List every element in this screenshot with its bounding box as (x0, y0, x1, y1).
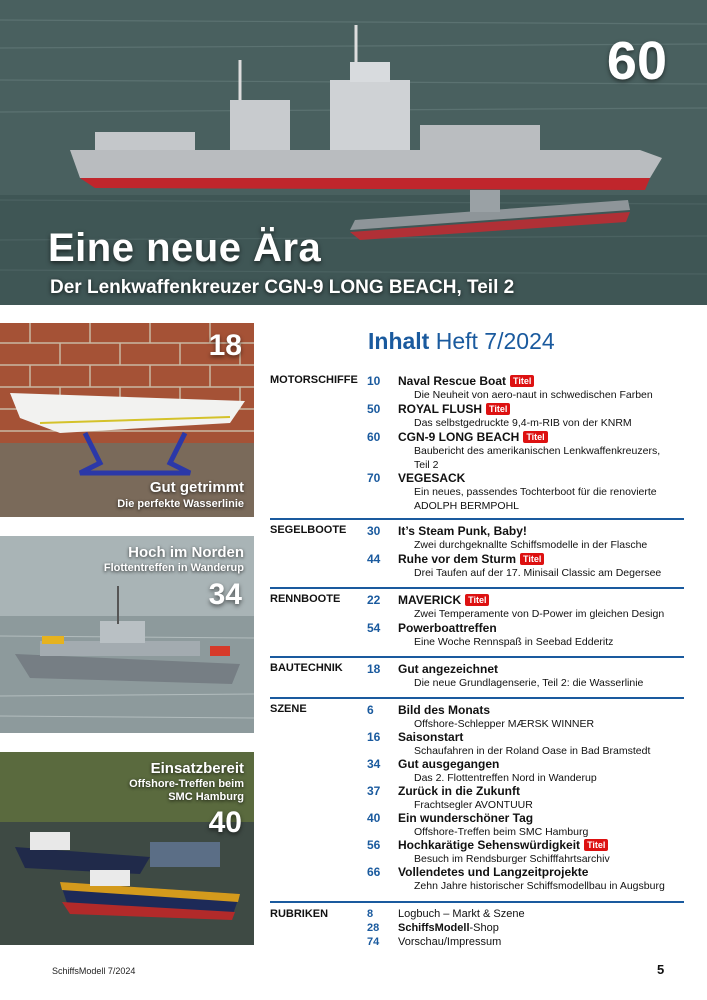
entry-page: 40 (367, 811, 381, 825)
section-name: MOTORSCHIFFE (270, 374, 358, 386)
section-name: SEGELBOOTE (270, 524, 347, 536)
entry-description: Offshore-Treffen beim SMC Hamburg (414, 826, 589, 838)
entry-title: Powerboattreffen (398, 621, 497, 635)
feature-subtitle: Die perfekte Wasserlinie (117, 498, 244, 510)
entry-title: CGN-9 LONG BEACH Titel (398, 430, 548, 444)
entry-page: 50 (367, 402, 381, 416)
toc-heading (368, 328, 555, 355)
entry-description: Schaufahren in der Roland Oase in Bad Bramstedt (414, 745, 651, 757)
entry-page: 28 (367, 922, 380, 934)
entry-title: Ein wunderschöner Tag (398, 811, 534, 825)
entry-description: Zwei durchgeknallte Schiffsmodelle in der Flasche (414, 539, 648, 551)
entry-description: Drei Taufen auf der 17. Minisail Classic am Degersee (414, 567, 662, 579)
side-feature-3 (0, 752, 254, 945)
feature-page-number: 34 (208, 578, 242, 611)
entry-title: It’s Steam Punk, Baby! (398, 524, 527, 538)
section-name: RUBRIKEN (270, 908, 329, 920)
titel-badge: Titel (520, 553, 544, 565)
entry-title: Saisonstart (398, 730, 464, 744)
entry-page: 22 (367, 593, 381, 607)
entry-title: Gut ausgegangen (398, 757, 500, 771)
entry-description: Zehn Jahre historischer Schiffsmodellbau in Augsburg (414, 880, 665, 892)
entry-page: 37 (367, 784, 381, 798)
entry-page: 60 (367, 430, 381, 444)
titel-badge: Titel (486, 403, 510, 415)
feature-subtitle: Flottentreffen in Wanderup (103, 562, 244, 574)
entry-page: 18 (367, 662, 381, 676)
feature-title: Hoch im Norden (128, 544, 244, 561)
toc-section-szene (270, 703, 684, 898)
entry-description: Die neue Grundlagenserie, Teil 2: die Wasserlinie (414, 677, 644, 689)
entry-title: VEGESACK (398, 471, 466, 485)
entry-title: MAVERICK Titel (398, 593, 489, 607)
entry-page: 6 (367, 703, 374, 717)
toc-section-rubriken (270, 908, 684, 953)
feature-page-number: 40 (208, 806, 242, 839)
entry-description: Eine Woche Rennspaß in Seebad Edderitz (414, 636, 614, 648)
entry-page: 10 (367, 374, 381, 388)
hero-feature (0, 0, 707, 305)
section-name: BAUTECHNIK (270, 662, 343, 674)
entry-description: Das selbstgedruckte 9,4-m-RIB von der KNRM (414, 417, 632, 429)
titel-badge: Titel (465, 594, 489, 606)
hero-page-number: 60 (606, 31, 667, 91)
feature-title: Gut getrimmt (149, 479, 244, 496)
entry-page: 70 (367, 471, 381, 485)
feature-subtitle: Offshore-Treffen beim (129, 778, 244, 790)
entry-page: 66 (367, 865, 381, 879)
toc-section-motorschiffe (270, 374, 684, 514)
section-name: SZENE (270, 703, 307, 715)
entry-description: Die Neuheit von aero-naut in schwedischen Farben (414, 389, 653, 401)
hero-subtitle: Der Lenkwaffenkreuzer CGN-9 LONG BEACH, Teil 2 (50, 277, 515, 298)
titel-badge: Titel (523, 431, 547, 443)
footer-magazine-issue: SchiffsModell 7/2024 (52, 966, 136, 976)
section-divider (270, 518, 684, 520)
entry-page: 74 (367, 936, 380, 948)
section-divider (270, 587, 684, 589)
feature-subtitle: SMC Hamburg (168, 791, 244, 803)
entry-title: Ruhe vor dem Sturm Titel (398, 552, 544, 566)
hero-title: Eine neue Ära (48, 226, 322, 270)
section-divider (270, 901, 684, 903)
entry-page: 30 (367, 524, 381, 538)
entry-description: Frachtsegler AVONTUUR (414, 799, 533, 811)
section-divider (270, 656, 684, 658)
toc-heading-issue: Heft 7/2024 (429, 328, 555, 354)
side-feature-2 (0, 536, 254, 733)
entry-description: Ein neues, passendes Tochterboot für die renovierte ADOLPH BERMPOHL (414, 486, 657, 512)
entry-title: Hochkarätige Sehenswürdigkeit Titel (398, 838, 608, 852)
entry-title: Bild des Monats (398, 703, 491, 717)
feature-title: Einsatzbereit (150, 760, 244, 777)
entry-page: 44 (367, 552, 381, 566)
entry-title: Vollendetes und Langzeitprojekte (398, 865, 589, 879)
entry-page: 34 (367, 757, 381, 771)
titel-badge: Titel (584, 839, 608, 851)
side-feature-1 (0, 323, 254, 517)
entry-description: Besuch im Rendsburger Schifffahrtsarchiv (414, 853, 610, 865)
entry-page: 56 (367, 838, 381, 852)
section-divider (270, 697, 684, 699)
footer-page-number: 5 (657, 962, 665, 977)
toc-section-bautechnik (270, 662, 684, 694)
titel-badge: Titel (510, 375, 534, 387)
entry-description: Baubericht des amerikanischen Lenkwaffenkreuzers, Teil 2 (414, 445, 661, 471)
rubrik-entry[interactable]: SchiffsModell-Shop (398, 922, 499, 934)
rubrik-entry[interactable]: Vorschau/Impressum (398, 936, 502, 948)
entry-description: Offshore-Schlepper MÆRSK WINNER (414, 718, 595, 730)
entry-title: Naval Rescue Boat Titel (398, 374, 534, 388)
entry-title: ROYAL FLUSH Titel (398, 402, 510, 416)
feature-page-number: 18 (208, 329, 242, 362)
entry-description: Das 2. Flottentreffen Nord in Wanderup (414, 772, 597, 784)
section-name: RENNBOOTE (270, 593, 341, 605)
entry-description: Zwei Temperamente von D-Power im gleichen Design (414, 608, 665, 620)
rubrik-entry[interactable]: Logbuch – Markt & Szene (398, 908, 525, 920)
entry-page: 54 (367, 621, 381, 635)
toc-section-segelboote (270, 524, 684, 584)
entry-title: Zurück in die Zukunft (398, 784, 520, 798)
entry-page: 16 (367, 730, 381, 744)
entry-title: Gut angezeichnet (398, 662, 499, 676)
entry-page: 8 (367, 908, 374, 920)
toc-heading-bold: Inhalt (368, 328, 430, 354)
toc-section-rennboote (270, 593, 684, 653)
